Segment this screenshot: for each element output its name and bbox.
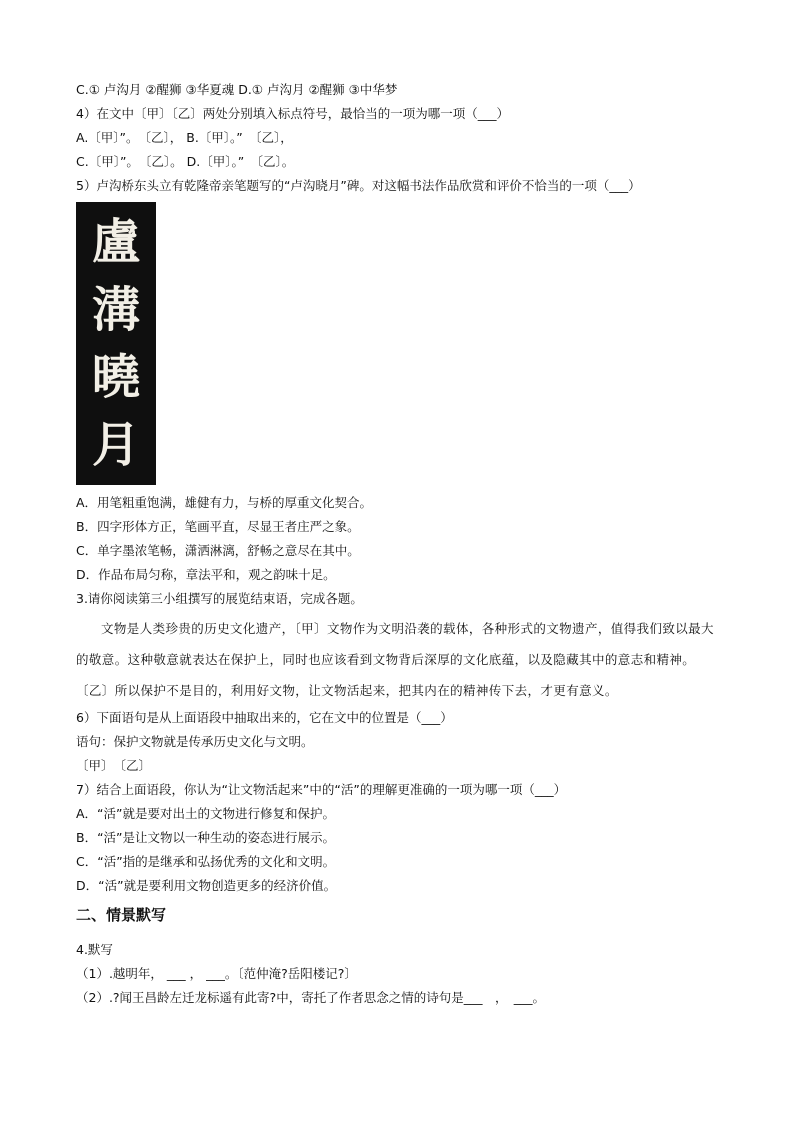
- position-options: 〔甲〕 〔乙〕: [76, 758, 152, 773]
- question-7: 7）结合上面语段，你认为“让文物活起来”中的“活”的理解更准确的一项为哪一项（___）: [76, 782, 567, 797]
- calligraphy-char: 月: [91, 417, 140, 474]
- document-page: [76, 78, 721, 1010]
- calligraphy-char: 溝: [91, 281, 140, 338]
- option-b: B．“活”是让文物以一种生动的姿态进行展示。: [76, 830, 336, 845]
- question-3-intro: 3.请你阅读第三小组撰写的展览结束语，完成各题。: [76, 591, 363, 606]
- question-4-dictation: 4.默写: [76, 942, 113, 957]
- option-b: B．四字形体方正，笔画平直，尽显王者庄严之象。: [76, 519, 360, 534]
- sentence-line: 语句：保护文物就是传承历史文化与文明。: [76, 734, 314, 749]
- option-d: D．作品布局匀称，章法平和，观之韵味十足。: [76, 567, 336, 582]
- dictation-item-1: （1）.越明年， ___ ， ___。〔范仲淹?岳阳楼记?〕: [76, 966, 357, 981]
- question-5: 5）卢沟桥东头立有乾隆帝亲笔题写的“卢沟晓月”碑。对这幅书法作品欣赏和评价不恰当的一项（___）: [76, 178, 641, 193]
- reading-paragraph: 文物是人类珍贵的历史文化遗产，〔甲〕文物作为文明沿袭的载体，各种形式的文物遗产，值得我们致以最大的敬意。这种敬意就表达在保护上，同时也应该看到文物背后深厚的文化底蕴，以及隐藏其中的意志和精神。〔乙〕所以保护不是目的，利用好文物，让文物活起来，把其内在的精神传下去，才更有意义。: [76, 621, 714, 698]
- option-line: C.① 卢沟月 ②醒狮 ③华夏魂 D.① 卢沟月 ②醒狮 ③中华梦: [76, 82, 398, 97]
- option-c: C．“活”指的是继承和弘扬优秀的文化和文明。: [76, 854, 336, 869]
- calligraphy-char: 盧: [91, 213, 140, 270]
- option-a: A．“活”就是要对出土的文物进行修复和保护。: [76, 806, 336, 821]
- option-d: D．“活”就是要利用文物创造更多的经济价值。: [76, 878, 337, 893]
- dictation-item-2: （2）.?闻王昌龄左迁龙标遥有此寄?中，寄托了作者思念之情的诗句是___ ， ___。: [76, 990, 545, 1005]
- section-title: 二、情景默写: [76, 906, 167, 924]
- question-6: 6）下面语句是从上面语段中抽取出来的，它在文中的位置是（___）: [76, 710, 453, 725]
- calligraphy-image: [76, 202, 156, 485]
- question-4: 4）在文中〔甲〕〔乙〕两处分别填入标点符号，最恰当的一项为哪一项（___）: [76, 106, 509, 121]
- option-a: A．用笔粗重饱满，雄健有力，与桥的厚重文化契合。: [76, 495, 373, 510]
- option-c: C．单字墨浓笔畅，潇洒淋漓，舒畅之意尽在其中。: [76, 543, 360, 558]
- option-line: C.〔甲〕”。 〔乙〕。 D.〔甲〕。” 〔乙〕。: [76, 154, 295, 169]
- calligraphy-char: 曉: [91, 349, 140, 406]
- option-line: A.〔甲〕”。 〔乙〕， B.〔甲〕。” 〔乙〕，: [76, 130, 293, 145]
